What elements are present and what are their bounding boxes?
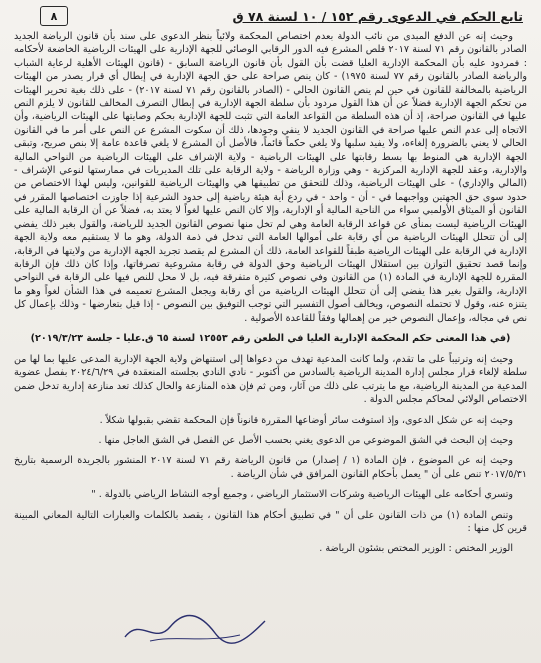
paragraph-definitions: وتنص المادة (١) من ذات القانون على أن " في تطبيق أحكام هذا القانون ، يقصد بالكلمات والعبارات التالية المعاني المبينة قرين كل منها : — [14, 509, 527, 534]
page-header — [40, 4, 523, 28]
paragraph-urgent: وحيث إن البحث في الشق الموضوعي من الدعوى يغني بحسب الأصل عن الفصل في الشق العاجل منها . — [98, 434, 513, 446]
handwritten-signature — [120, 609, 270, 649]
case-title: تابع الحكم في الدعوى رقم ١٥٢ / ١٠ لسنة ٧٨ ق — [232, 8, 523, 24]
page-number: ٨ — [40, 6, 68, 26]
paragraph-merits: وحيث إنه عن الموضوع ، فإن المادة (١ / إصدار) من قانون الرياضة رقم ٧١ لسنة ٢٠١٧ المنشور بالجريدة الرسمية بتاريخ ٢٠١٧/٥/٣١ تنص على أن " يعمل بأحكام القانون المرافق في شأن الرياضة . — [14, 455, 527, 480]
document-body — [14, 30, 527, 659]
paragraph-minister: الوزير المختص : الوزير المختص بشئون الرياضة . — [319, 543, 513, 555]
court-reference: (في هذا المعنى حكم المحكمة الإدارية العليا في الطعن رقم ١٢٥٥٣ لسنة ٦٥ ق.عليا - جلسة ٢٠١٩/٣/٢٣) — [30, 332, 511, 344]
paragraph-conclusion: وحيث إنه وترتيباً على ما تقدم، ولما كانت المدعية تهدف من دعواها إلى استنهاض ولاية الجهة الإدارية المدعى عليها بما لها من سلطة لإلغاء قرار مجلس إدارة المدينة الرياضية بالسادس من أكتوبر - نادي النادي بجلسته المنعقدة في ٢٠٢٤/٦/٢٩ بفصل عضوية المدعية من المدينة الرياضية، مع ما يترتب على ذلك من آثار، ومن ثم فإن هذه المنازعة والحال كذلك تعد منازعة إدارية تدخل ضمن الاختصاص الولائي لمحاكم مجلس الدولة . — [14, 353, 527, 406]
paragraph-form: وحيث إنه عن شكل الدعوى، وإذ استوفت سائر أوضاعها المقررة قانوناً فإن المحكمة تقضي بقبولها شكلاً . — [99, 414, 513, 426]
paragraph-scope: وتسري أحكامه على الهيئات الرياضية وشركات الاستثمار الرياضي ، وجميع أوجه النشاط الرياضي بالدولة . " — [91, 489, 513, 501]
paragraph-jurisdiction: وحيث إنه عن الدفع المبدى من نائب الدولة بعدم اختصاص المحكمة ولائياً بنظر الدعوى على سند بأن قانون الرياضة الجديد الصادر بالقانون رقم ٧١ لسنة ٢٠١٧ قلص المشرع فيه الدور الرقابي الوصائي للجهة الإدارية على الهيئات الرياضية الخاضعة لأحكامه : فمردود عليه بأن المحكمة الإدارية العليا قضت بأن القول بأن قانون الرياضة السابق - (قانون الهيئات الأهلية لرعاية الشباب والرياضة الصادر بالقانون رقم ٧٧ لسنة ١٩٧٥) - كان ينص صراحة على حق الجهة الإدارية في إبطال أي قرار يصدر من الهيئات الرياضية بالمخالفة للقانون في حين لم ينص القانون الحالي - (الصادر بالقانون رقم ٧١ لسنة ٢٠١٧) - على ذلك بغية تحرير الهيئات من تحكم الجهة الإدارية فضلاً عن أن هذا القول مردود بأن سلطة الجهة الإدارية في إبطال التصرف المخالف للقانون لا يلزم النص عليها في القانون صراحة، إذ أن هذه السلطة من القواعد العامة التي تثبت للجهة الإدارية بحكم وصايتها على الهيئات الرياضية، وأن الاتجاه إلى عدم النص عليها صراحة في القانون الجديد لا ينفي وجودها، ذلك أن سكوت المشرع عن النص على أمر ما في القانون الحالي لا يعني بالضرورة إلغاءه، ولا يفيد سلبها ولا يلغي حكماً قائماً، فالأصل أن المشرع لا يلغي قاعدة عامة إلا بنص صريح، وتبقى الجهة الإدارية هي المنوط بها بسط رقابتها على الهيئات الرياضية - ولاية الإشراف على الهيئات الرياضية من النواحي المالية والإدارية، وعقد للجهة الإدارية المركزية - وهي وزارة الرياضة - ولاية الرقابة على تلك المديريات في ممارستها لنوعي الإشراف - (المالي والإداري) - على الهيئات الرياضية، وذلك للتحقق من تطبيقها هي والهيئات الرياضية للقوانين، وليس لهذا الاختصاص من حدود سوى حق الجهتين وواجبهما في - أن - واحد - في ردع أية هيئة رياضية إلى حدود الشرعية إذا جاوزت اختصاصها المقرر في القانون أو الميثاق الأولمبي سواء من الناحية المالية أو الإدارية، وإلا كان النص عليها لغواً لا يعتد به، فضلاً عن أن الرقابة المالية على الهيئات الرياضية ليست بمنأى عن قواعد الرقابة العامة وهي لم تخل منها نصوص القانون الجديد للرياضة، والقول بغير ذلك يفضي إلى أن تتحلل الهيئات الرياضية من أي رقابة على أموالها العامة التي تدخل في ذمة الدولة، وهو ما لا يستقيم معه ولاية الجهة الإدارية في الرقابة على الهيئات الرياضية طبقاً للقواعد العامة، ذلك أن المشرع لم يقصد تجريد الجهة الإدارية من ولايتها في الرقابة، وإنما قصد تحقيق التوازن بين استقلال الهيئات الرياضية وحق الدولة في رقابة مشروعية تصرفاتها، وإذا كان ذلك فإن الرقابة المقررة للجهة الإدارية في المادة (١) من القانون وفي نصوص كثيرة متفرقة فيه، بل لا محل للنص فيها على الرقابة في النواحي الإدارية، والقول بغير هذا يفضي إلى أن تتحلل الهيئات الرياضية من أي رقابة ويجعل المشرع تعميمه في هذا الشأن لغواً وهو ما يتنزه عنه، وقول لا تحتمله النصوص، ويخالف أصول التفسير التي توجب التوفيق بين النصوص - إذا قيل بتعارضها - وذلك بإعمال كل نص في مجاله، وإعمال النصوص خير من إهمالها وفقاً للقاعدة الأصولية . — [14, 31, 527, 324]
signature-scribble-icon — [120, 609, 270, 649]
